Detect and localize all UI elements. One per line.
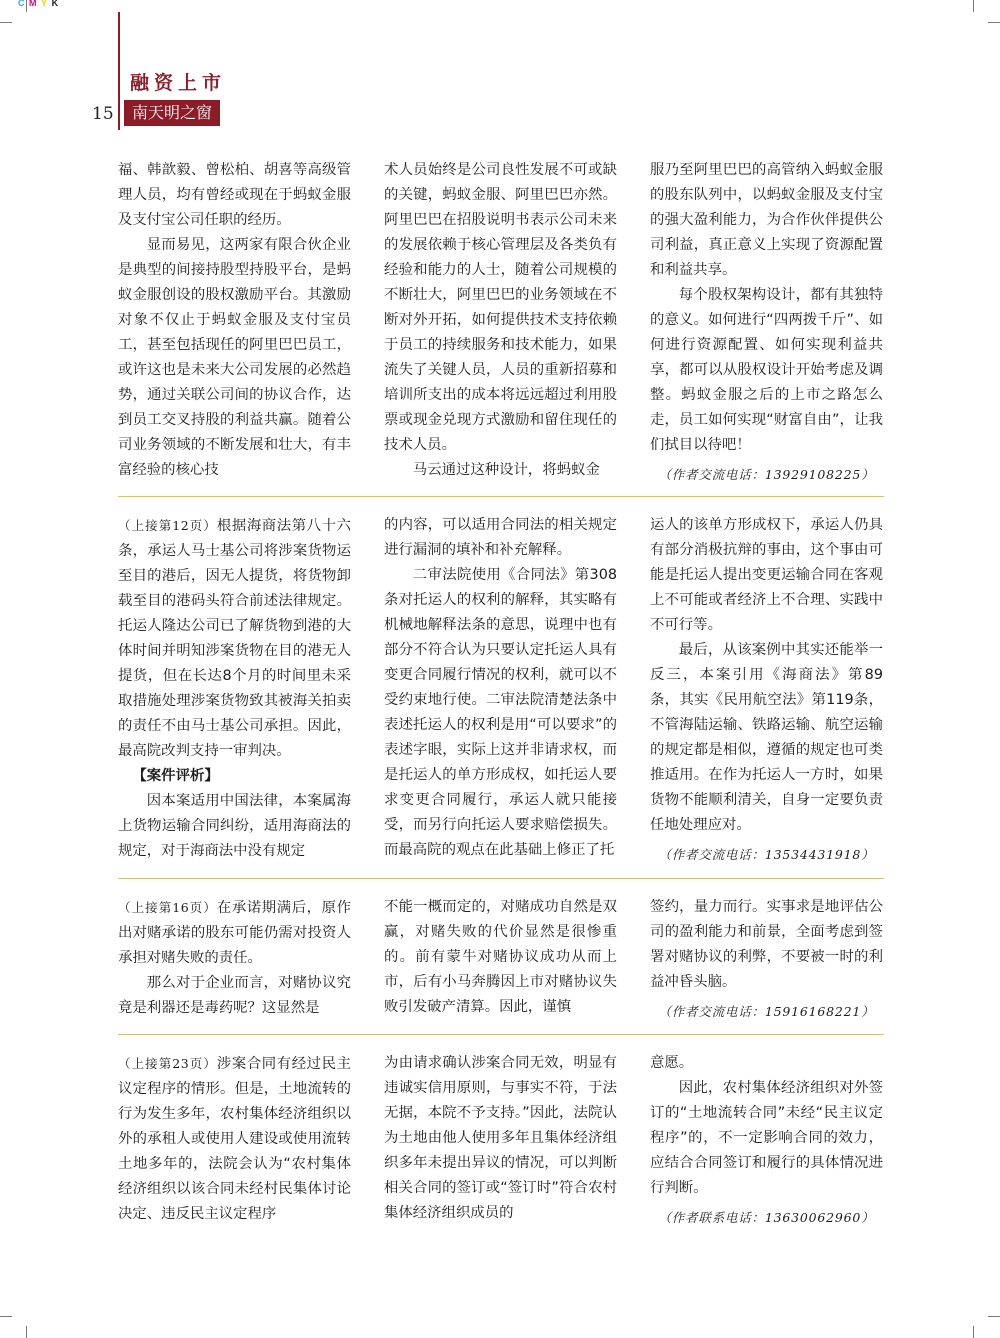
cmyk-letter: M xyxy=(29,0,38,8)
text-column xyxy=(650,895,883,1024)
paragraph: 意愿。 xyxy=(650,1055,694,1071)
paragraph: 每个股权架构设计，都有其独特的意义。如何进行“四两拨千斤”、如何进行资源配置、如何实现利益共享，都可以从股权设计开始考虑及调整。蚂蚁金服之后的上市之路怎么走，员工如何实现“财富自由”，让我们拭目以待吧！ xyxy=(650,287,883,453)
text-column xyxy=(650,158,883,487)
cmyk-letter: Y xyxy=(41,0,49,8)
paragraph: 为由请求确认涉案合同无效，明显有违诚实信用原则，与事实不符，于法无据，本院不予支持。”因此，法院认为土地由他人使用多年且集体经济组织多年未提出异议的情况，可以判断相关合同的签订或“签订时”符合农村集体经济组织成员的 xyxy=(384,1055,617,1221)
crop-mark xyxy=(988,22,1000,23)
text-column xyxy=(384,158,617,483)
continued-from-ref: （上接第16页） xyxy=(118,900,217,915)
paragraph: 的内容，可以适用合同法的相关规定进行漏洞的填补和补充解释。 xyxy=(384,517,617,558)
text-column xyxy=(118,158,351,483)
cmyk-color-bar xyxy=(18,0,59,8)
paragraph: 因此，农村集体经济组织对外签订的“土地流转合同”未经“民主议定程序”的，不一定影响合同的效力，应结合合同签订和履行的具体情况进行判断。 xyxy=(650,1080,883,1196)
text-column xyxy=(384,1051,617,1226)
cmyk-letter: C xyxy=(18,0,26,8)
paragraph: 术人员始终是公司良性发展不可或缺的关键，蚂蚁金服、阿里巴巴亦然。阿里巴巴在招股说明书表示公司未来的发展依赖于核心管理层及各类负有经验和能力的人士，随着公司规模的不断壮大，阿里巴巴的业务领域在不断对外开拓，如何提供技术支持依赖于员工的持续服务和技术能力，如果流失了关键人员，人员的重新招募和培训所支出的成本将远远超过利用股票或现金兑现方式激励和留住现任的技术人员。 xyxy=(384,162,617,453)
paragraph: 运人的该单方形成权下，承运人仍具有部分消极抗辩的事由，这个事由可能是托运人提出变更运输合同在客观上不可能或者经济上不合理、实践中不可行等。 xyxy=(650,517,883,633)
crop-mark xyxy=(988,1316,1000,1317)
text-column xyxy=(118,895,351,1021)
page-number: 15 xyxy=(92,104,114,124)
paragraph: 显而易见，这两家有限合伙企业是典型的间接持股型持股平台，是蚂蚁金服创设的股权激励平台。其激励对象不仅止于蚂蚁金服及支付宝员工，甚至包括现任的阿里巴巴员工，或许这也是未来大公司发展的必然趋势，通过关联公司间的协议合作，达到员工交叉持股的利益共赢。随着公司业务领域的不断发展和壮大，有丰富经验的核心技 xyxy=(118,237,351,478)
paragraph: 那么对于企业而言，对赌协议究竟是利器还是毒药呢？这显然是 xyxy=(118,975,351,1016)
article-separator xyxy=(118,1034,884,1035)
paragraph: 福、韩歆毅、曾松柏、胡喜等高级管理人员，均有曾经或现在于蚂蚁金服及支付宝公司任职的经历。 xyxy=(118,162,351,228)
continuation-paragraph xyxy=(118,513,351,764)
author-contact: （作者交流电话：13534431918） xyxy=(658,847,875,862)
author-contact: （作者联系电话：13630062960） xyxy=(658,1210,875,1225)
crop-mark xyxy=(26,1326,27,1338)
paragraph-text: 根据海商法第八十六条，承运人马士基公司将涉案货物运至目的港后，因无人提货，将货物卸载至目的港码头符合前述法律规定。托运人隆达公司已了解货物到港的大体时间并明知涉案货物在目的港无人提货，但在长达8个月的时间里未采取措施处理涉案货物致其被海关拍卖的责任不由马士基公司承担。因此，最高院改判支持一审判决。 xyxy=(118,518,351,759)
paragraph-text: 涉案合同有经过民主议定程序的情形。但是，土地流转的行为发生多年，农村集体经济组织以外的承租人或使用人建设或使用流转土地多年的，法院会认为“农村集体经济组织以该合同未经村民集体讨论决定、违反民主议定程序 xyxy=(118,1056,351,1222)
paragraph: 马云通过这种设计，将蚂蚁金 xyxy=(412,462,600,478)
paragraph: 不能一概而定的，对赌成功自然是双赢，对赌失败的代价显然是很惨重的。前有蒙牛对赌协议成功从而上市，后有小马奔腾因上市对赌协议失败引发破产清算。因此，谨慎 xyxy=(384,899,617,1015)
crop-mark xyxy=(973,1326,974,1338)
crop-mark xyxy=(0,22,12,23)
subheading: 【案件评析】 xyxy=(132,768,219,784)
paragraph: 因本案适用中国法律，本案属海上货物运输合同纠纷，适用海商法的规定，对于海商法中没有规定 xyxy=(118,793,351,859)
paragraph: 签约，量力而行。实事求是地评估公司的盈利能力和前景，全面考虑到签署对赌协议的利弊，不要被一时的利益冲昏头脑。 xyxy=(650,899,883,990)
text-column xyxy=(384,513,617,863)
section-title: 融资上市 xyxy=(130,72,227,94)
text-column xyxy=(384,895,617,1020)
article-separator xyxy=(118,878,884,879)
continuation-paragraph xyxy=(118,895,351,971)
crop-mark xyxy=(0,1316,12,1317)
text-column xyxy=(650,1051,883,1230)
continued-from-ref: （上接第12页） xyxy=(118,518,217,533)
header-accent-line xyxy=(118,12,120,130)
column-label: 南天明之窗 xyxy=(124,100,220,126)
author-contact: （作者交流电话：13929108225） xyxy=(658,467,875,482)
author-contact: （作者交流电话：15916168221） xyxy=(658,1004,875,1019)
text-column xyxy=(118,1051,351,1227)
cmyk-letter: K xyxy=(51,0,60,8)
paragraph: 服乃至阿里巴巴的高管纳入蚂蚁金服的股东队列中，以蚂蚁金服及支付宝的强大盈利能力，为合作伙伴提供公司利益，真正意义上实现了资源配置和利益共享。 xyxy=(650,162,883,278)
paragraph: 最后，从该案例中其实还能举一反三，本案引用《海商法》第89条，其实《民用航空法》第119条，不管海陆运输、铁路运输、航空运输的规定都是相似，遵循的规定也可类推适用。在作为托运人一方时，如果货物不能顺利清关，自身一定要负责任地处理应对。 xyxy=(650,642,883,833)
text-column xyxy=(118,513,351,864)
crop-mark xyxy=(973,0,974,12)
article-separator xyxy=(118,496,884,497)
continued-from-ref: （上接第23页） xyxy=(118,1056,217,1071)
continuation-paragraph xyxy=(118,1051,351,1227)
paragraph-text: 在承诺期满后，原作出对赌承诺的股东可能仍需对投资人承担对赌失败的责任。 xyxy=(118,900,351,966)
text-column xyxy=(650,513,883,867)
paragraph: 二审法院使用《合同法》第308条对托运人的权利的解释，其实略有机械地解释法条的意思，说理中也有部分不符合认为只要认定托运人具有变更合同履行情况的权利，就可以不受约束地行使。二审法院清楚法条中表述托运人的权利是用“可以要求”的表述字眼，实际上这并非请求权，而是托运人的单方形成权，如托运人要求变更合同履行，承运人就只能接受，而另行向托运人要求赔偿损失。而最高院的观点在此基础上修正了托 xyxy=(384,567,617,858)
